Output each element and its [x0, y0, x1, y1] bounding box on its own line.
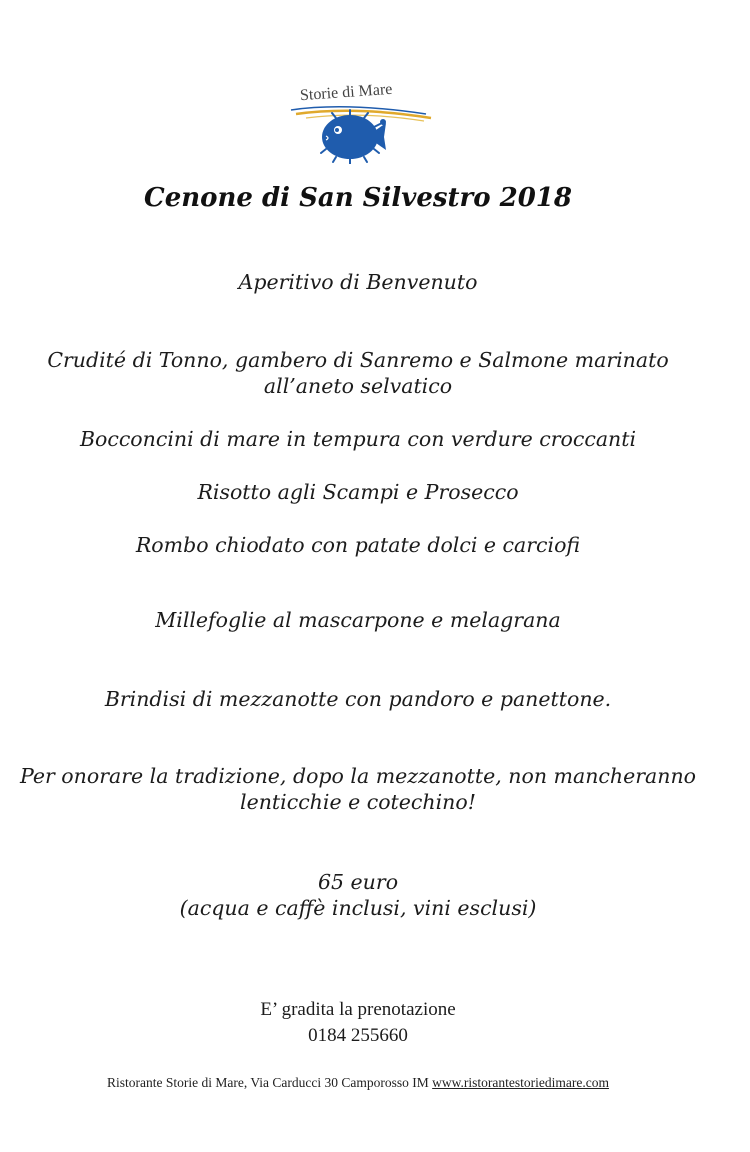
booking-text: E’ gradita la prenotazione: [260, 999, 456, 1020]
price-block: [0, 869, 716, 921]
menu-item-toast: Brindisi di mezzanotte con pandoro e panettone.: [104, 687, 612, 711]
logo-text: Storie di Mare: [299, 80, 393, 105]
menu-item-starter-line2: all’aneto selvatico: [263, 374, 453, 398]
booking-phone: 0184 255660: [308, 1025, 408, 1046]
footer: [0, 1075, 716, 1091]
booking-block: [0, 997, 716, 1049]
menu-item-tradition-line1: Per onorare la tradizione, dopo la mezzanotte, non mancheranno: [19, 764, 696, 788]
menu-item-tradition-line2: lenticchie e cotechino!: [240, 790, 476, 814]
menu-item-tradition: [0, 763, 716, 815]
menu-item-starter: [0, 347, 716, 399]
menu-item-fried: Bocconcini di mare in tempura con verdure croccanti: [79, 427, 637, 451]
price-amount: 65 euro: [317, 870, 399, 894]
restaurant-logo: [286, 80, 436, 164]
menu-item-dessert: Millefoglie al mascarpone e melagrana: [155, 608, 561, 632]
footer-address: Ristorante Storie di Mare, Via Carducci 30 Camporosso IM: [107, 1075, 433, 1090]
menu-item-starter-line1: Crudité di Tonno, gambero di Sanremo e Salmone marinato: [47, 348, 669, 372]
menu-item-first: Risotto agli Scampi e Prosecco: [197, 480, 519, 504]
price-note: (acqua e caffè inclusi, vini esclusi): [179, 896, 537, 920]
menu-item-welcome: Aperitivo di Benvenuto: [238, 270, 478, 294]
menu-item-main: Rombo chiodato con patate dolci e carciofi: [135, 533, 581, 557]
website-link[interactable]: www.ristorantestoriedimare.com: [432, 1075, 609, 1090]
page-title: Cenone di San Silvestro 2018: [144, 183, 572, 213]
